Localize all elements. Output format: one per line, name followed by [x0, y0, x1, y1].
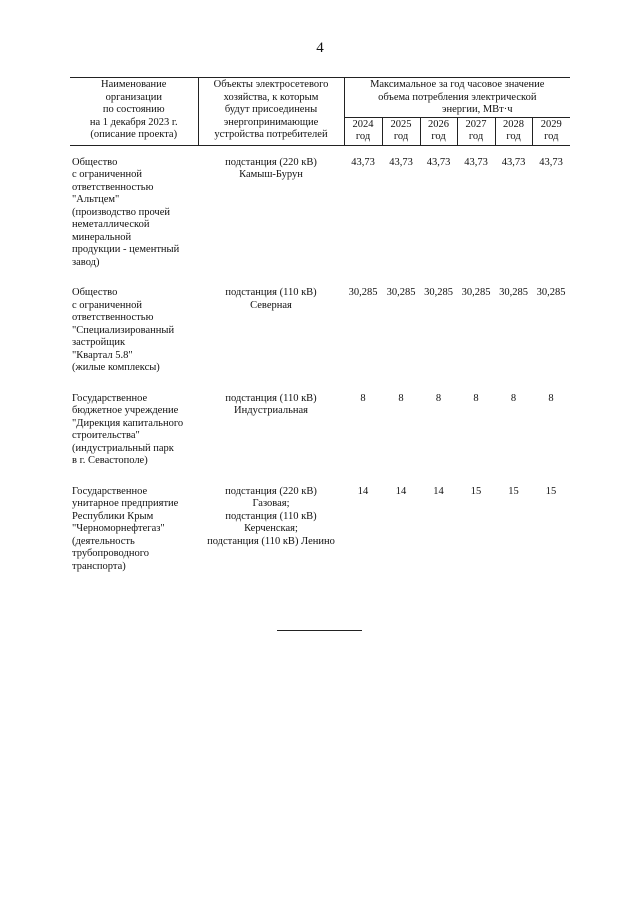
org-line: с ограниченной [72, 169, 143, 180]
obj-line: подстанция (110 кВ) [225, 510, 317, 522]
page-number: 4 [316, 40, 324, 56]
value-cell: 43,73 [464, 156, 488, 168]
obj-line: подстанция (220 кВ) [225, 156, 317, 168]
value-cell: 15 [545, 485, 557, 497]
value-cell: 8 [510, 392, 517, 404]
obj-line: Керченская; [244, 523, 298, 534]
year-number: 2024 [352, 118, 374, 130]
value-cell: 30,285 [536, 287, 566, 298]
obj-line: Камыш-Бурун [239, 169, 303, 180]
row-gap [70, 375, 570, 393]
year-word: год [506, 131, 521, 142]
value-cell: 14 [357, 485, 369, 497]
org-line: строительства" [72, 430, 140, 441]
value-cell: 8 [435, 392, 442, 404]
value-cell: 15 [508, 485, 519, 497]
org-line: "Дирекция капитального [72, 417, 184, 429]
header-org-line: (описание проекта) [90, 129, 178, 140]
year-word: год [468, 131, 484, 142]
org-line: продукции - цементный [72, 244, 180, 255]
header-year [420, 117, 457, 145]
header-obj-line: будут присоединены [224, 104, 318, 115]
header-year [532, 117, 570, 145]
org-line: Общество [72, 287, 118, 298]
row-gap [70, 468, 570, 486]
header-organization [70, 78, 198, 146]
table-row [70, 157, 570, 270]
org-line: (индустриальный парк [72, 442, 174, 454]
header-obj-line: устройства потребителей [214, 129, 328, 140]
org-line: в г. Севастополе) [72, 455, 148, 466]
value-cell: 30,285 [386, 287, 416, 298]
header-max-line: энергии, МВт·ч [441, 104, 513, 115]
year-number: 2025 [390, 118, 412, 130]
value-cell: 30,285 [461, 287, 491, 298]
header-objects [198, 78, 344, 146]
header-year [457, 117, 495, 145]
value-cell: 43,73 [426, 156, 451, 168]
obj-line: подстанция (110 кВ) [225, 287, 317, 298]
header-obj-line: Объекты электросетевого [213, 79, 329, 90]
row-gap [70, 269, 570, 287]
org-line: трубопроводного [72, 548, 149, 559]
obj-line: подстанция (110 кВ) Ленино [207, 535, 335, 547]
value-cell: 43,73 [501, 156, 526, 168]
organization-cell [70, 287, 198, 375]
obj-line: Индустриальная [234, 405, 308, 416]
header-obj-line: энергопринимающие [223, 116, 319, 128]
value-cell: 30,285 [424, 287, 453, 298]
consumption-table [70, 77, 570, 573]
value-cell: 30,285 [499, 287, 528, 298]
value-cell: 8 [473, 392, 479, 404]
header-year [344, 117, 382, 145]
header-row [70, 78, 570, 118]
year-word: год [544, 131, 559, 142]
closing-line [277, 630, 362, 631]
org-line: с ограниченной [72, 299, 143, 311]
header-org-line: на 1 декабря 2023 г. [89, 116, 178, 128]
header-org-line: Наименование [101, 79, 167, 90]
org-line: бюджетное учреждение [72, 405, 179, 416]
organization-cell [70, 157, 198, 270]
obj-line: Газовая; [252, 498, 290, 509]
year-number: 2028 [503, 118, 524, 130]
value-cell: 8 [398, 392, 404, 404]
obj-line: подстанция (110 кВ) [225, 392, 317, 404]
header-year [495, 117, 532, 145]
org-line: транспорта) [72, 560, 126, 572]
value-cell: 43,73 [539, 156, 563, 168]
objects-cell [198, 157, 344, 270]
objects-cell [198, 393, 344, 468]
org-line: "Квартал 5.8" [72, 349, 133, 361]
header-obj-line: хозяйства, к которым [223, 91, 319, 103]
table-row [70, 486, 570, 574]
org-line: Государственное [72, 485, 148, 497]
obj-line: подстанция (220 кВ) [225, 485, 317, 497]
value-cell: 8 [360, 392, 366, 404]
header-org-line: по состоянию [102, 104, 165, 115]
org-line: ответственностью [72, 181, 154, 193]
organization-cell [70, 486, 198, 574]
org-line: неметаллической [72, 219, 150, 230]
year-word: год [393, 131, 409, 142]
value-cell: 30,285 [348, 287, 378, 298]
org-line: ответственностью [72, 312, 154, 323]
header-max-line: Максимальное за год часовое значение [370, 79, 545, 90]
organization-cell [70, 393, 198, 468]
org-line: (жилые комплексы) [72, 362, 160, 373]
table-row [70, 287, 570, 375]
org-line: Государственное [72, 392, 148, 404]
header-max-line: объема потребления электрической [378, 91, 537, 103]
year-number: 2027 [465, 118, 487, 130]
year-word: год [355, 131, 371, 142]
value-cell: 14 [433, 485, 444, 497]
org-line: застройщик [72, 337, 126, 348]
table-row [70, 393, 570, 468]
org-line: "Специализированный [72, 324, 175, 336]
org-line: завод) [72, 256, 100, 268]
year-word: год [431, 131, 446, 142]
org-line: (деятельность [72, 535, 135, 547]
year-number: 2026 [428, 118, 449, 130]
obj-line: Северная [250, 299, 292, 311]
value-cell: 14 [395, 485, 407, 497]
value-cell: 15 [470, 485, 482, 497]
objects-cell [198, 287, 344, 375]
org-line: (производство прочей [72, 206, 170, 218]
org-line: унитарное предприятие [72, 498, 179, 509]
objects-cell [198, 486, 344, 574]
org-line: Общество [72, 156, 118, 168]
org-line: минеральной [72, 231, 132, 243]
header-org-line: организации [105, 91, 162, 103]
year-number: 2029 [540, 118, 562, 130]
header-year [382, 117, 420, 145]
value-cell: 43,73 [351, 156, 375, 168]
header-max-value [344, 78, 570, 118]
spacer [70, 145, 570, 157]
value-cell: 8 [548, 392, 554, 404]
org-line: "Альтцем" [72, 194, 120, 205]
org-line: Республики Крым [72, 510, 154, 522]
org-line: "Черноморнефтегаз" [72, 523, 165, 534]
value-cell: 43,73 [389, 156, 413, 168]
